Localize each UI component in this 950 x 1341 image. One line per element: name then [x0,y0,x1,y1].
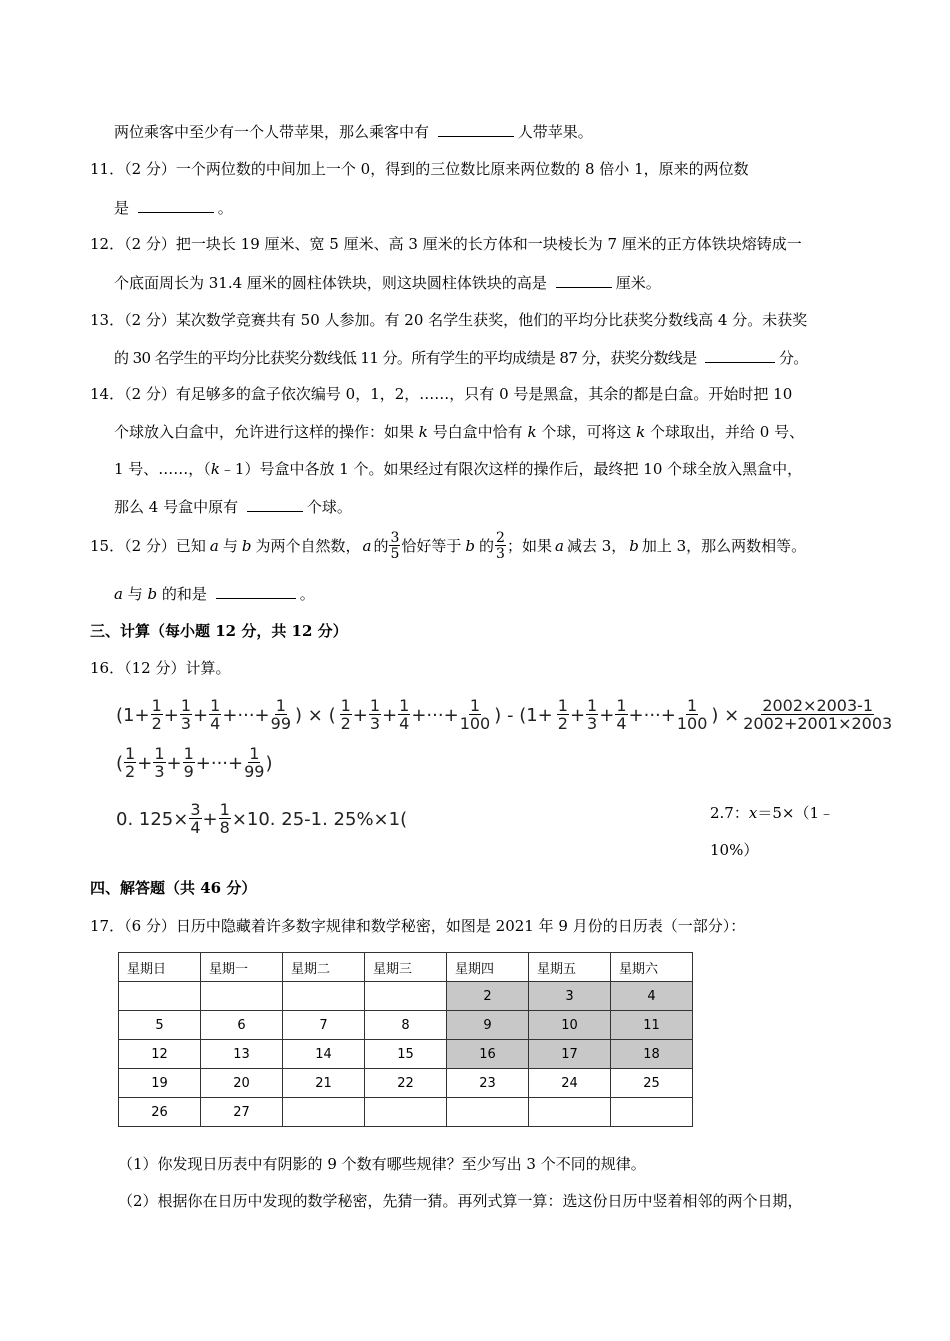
question-15-line2: a 与 b 的和是 。 [114,582,315,605]
calendar-cell-shaded: 11 [611,1011,693,1040]
calendar-header-cell: 星期二 [283,953,365,982]
calendar-cell [119,982,201,1011]
calendar-row [119,1069,693,1098]
calendar-cell [283,1098,365,1127]
calendar-cell-shaded: 18 [611,1040,693,1069]
calendar-cell [365,982,447,1011]
calendar-cell-shaded: 3 [529,982,611,1011]
question-11-line2: 是 。 [114,196,233,219]
calendar-header-cell: 星期一 [201,953,283,982]
q10-line: 两位乘客中至少有一个人带苹果，那么乘客中有 人带苹果。 [114,120,593,143]
calendar-row [119,982,693,1011]
question-13: 13．（2 分）某次数学竞赛共有 50 人参加。有 20 名学生获奖，他们的平均分比获奖分数线高 4 分。未获奖 [90,311,808,329]
calendar-cell: 21 [283,1069,365,1098]
calendar-row [119,1040,693,1069]
math-expression-2: ( $\frac{1}{2}$ + $\frac{1}{3}$ + $\frac{1}{9}$ +···+ $\frac{1}{99}$ ) [116,744,273,781]
answer-blank[interactable] [705,346,775,363]
calendar-cell: 12 [119,1040,201,1069]
calendar-cell: 14 [283,1040,365,1069]
question-17-sub2: （2）根据你在日历中发现的数学秘密，先猜一猜。再列式算一算：选这份日历中竖着相邻的两个日期， [118,1192,803,1210]
calendar-header-cell: 星期六 [611,953,693,982]
question-14: 14．（2 分）有足够多的盒子依次编号 0，1，2，……，只有 0 号是黑盒，其余的都是白盒。开始时把 10 [90,385,793,403]
calendar-cell: 24 [529,1069,611,1098]
answer-blank[interactable] [556,271,612,288]
calendar-row [119,1011,693,1040]
calendar-cell-shaded: 17 [529,1040,611,1069]
answer-blank[interactable] [138,196,214,213]
calendar-cell-shaded: 10 [529,1011,611,1040]
calendar-header-cell: 星期日 [119,953,201,982]
answer-blank[interactable] [247,495,303,512]
calendar-cell: 5 [119,1011,201,1040]
math-expression-4: 2.7：x＝5×（1﹣ [710,804,834,822]
calendar-cell: 22 [365,1069,447,1098]
math-expression-4-cont: 10%） [710,841,759,859]
question-14-line2: 个球放入白盒中，允许进行这样的操作：如果 k 号白盒中恰有 k 个球，可将这 k 个球取出，并给 0 号、 [114,423,805,441]
calendar-cell [529,1098,611,1127]
calendar-cell: 19 [119,1069,201,1098]
big-fraction: $\frac{2002\times 2003-1}{2002+2001\times 2003}$ [743,696,893,733]
question-15: 15．（2 分） 已知 a 与 b 为两个自然数， a 的 $\frac{3}{5}$ 恰好等于 b 的 $\frac{2}{3}$ ；如果 a 减去 3， b 加上 3，那么两数相等。 [90,530,807,562]
answer-blank[interactable] [438,120,514,137]
calendar-cell [447,1098,529,1127]
calendar-cell [283,982,365,1011]
calendar-cell: 8 [365,1011,447,1040]
calendar-cell: 20 [201,1069,283,1098]
calendar-cell-shaded: 16 [447,1040,529,1069]
question-17: 17．（6 分）日历中隐藏着许多数字规律和数学秘密，如图是 2021 年 9 月份的日历表（一部分）： [90,917,746,935]
math-expression-1: (1+ $\frac{1}{2}$ + $\frac{1}{3}$ + $\frac{1}{4}$ +···+ $\frac{1}{99}$ ) × ( $\frac{1}{2}$ + $\frac{1}{3}$ + $\frac{1}{4}$ +···+ $\frac{1}{100}$ ) - (1+ $\frac{1}{2}$ + $\frac{1}{3}$ + $\frac{1}{4}$ +···+ $\frac{1}{100}$ ) × $\frac{2002\times 2003-1}{2002+2001\times 2003}$ [116,696,893,733]
calendar-cell: 15 [365,1040,447,1069]
answer-blank[interactable] [216,582,296,599]
question-12: 12．（2 分）把一块长 19 厘米、宽 5 厘米、高 3 厘米的长方体和一块棱长为 7 厘米的正方体铁块熔铸成一 [90,235,802,253]
calendar-cell-shaded: 2 [447,982,529,1011]
calendar-header-cell: 星期三 [365,953,447,982]
question-12-line2: 个底面周长为 31.4 厘米的圆柱体铁块，则这块圆柱体铁块的高是 厘米。 [114,271,661,294]
fraction-2-3: $\frac{2}{3}$ [496,530,505,562]
calendar-cell-shaded: 9 [447,1011,529,1040]
calendar-cell-shaded: 4 [611,982,693,1011]
section-4-heading: 四、解答题（共 46 分） [90,879,257,897]
calendar-cell [611,1098,693,1127]
calendar-cell: 13 [201,1040,283,1069]
calendar-header-cell: 星期五 [529,953,611,982]
section-3-heading: 三、计算（每小题 12 分，共 12 分） [90,622,348,640]
calendar-row [119,1098,693,1127]
calendar-cell: 26 [119,1098,201,1127]
question-11: 11．（2 分）一个两位数的中间加上一个 0，得到的三位数比原来两位数的 8 倍小 1，原来的两位数 [90,160,749,178]
calendar-header-row [119,953,693,982]
calendar-header-cell: 星期四 [447,953,529,982]
calendar-cell: 25 [611,1069,693,1098]
calendar-table [118,952,693,1127]
calendar-cell: 23 [447,1069,529,1098]
question-14-line3: 1 号、……，（k﹣1）号盒中各放 1 个。如果经过有限次这样的操作后，最终把 10 个球全放入黑盒中， [114,460,803,478]
math-expression-3: 0. 125× $\frac{3}{4}$ + $\frac{1}{8}$ ×10. 25-1. 25%×1( [116,800,408,837]
fraction-3-5: $\frac{3}{5}$ [390,530,400,562]
calendar-cell: 7 [283,1011,365,1040]
calendar-cell [201,982,283,1011]
question-13-line2: 的 30 名学生的平均分比获奖分数线低 11 分。所有学生的平均成绩是 87 分，获奖分数线是 分。 [114,346,808,369]
question-16: 16．（12 分）计算。 [90,659,231,677]
calendar-cell: 27 [201,1098,283,1127]
calendar-cell [365,1098,447,1127]
calendar-cell: 6 [201,1011,283,1040]
question-17-sub1: （1）你发现日历表中有阴影的 9 个数有哪些规律？至少写出 3 个不同的规律。 [118,1155,646,1173]
question-14-line4: 那么 4 号盒中原有 个球。 [114,495,352,518]
